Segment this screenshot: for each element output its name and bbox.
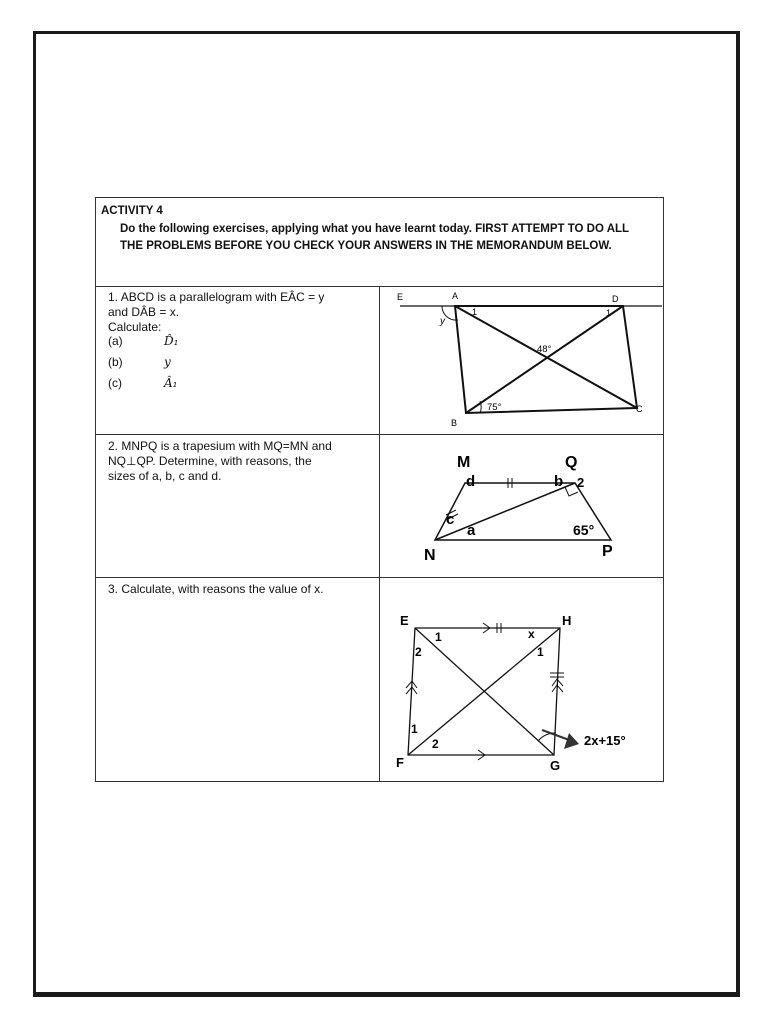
- point-label-b: B: [451, 418, 458, 428]
- angle-label-c: c: [446, 511, 455, 528]
- diagonal-db: [466, 306, 623, 413]
- angle-label-b: b: [554, 473, 564, 490]
- question-2-text: [108, 439, 373, 484]
- point-label-e: E: [397, 292, 404, 302]
- angle-expression: 2x+15°: [584, 733, 626, 748]
- angle-label-y: y: [440, 316, 445, 327]
- question-1-calc-label: Calculate:: [108, 320, 162, 334]
- angle-label-e1: 1: [435, 630, 442, 644]
- activity-instruction: Do the following exercises, applying what you have learnt today. FIRST ATTEMPT TO DO ALL THE PROBLEMS BEFORE YOU CHECK YOUR ANSWERS IN THE MEMORANDUM BELOW.: [120, 223, 629, 252]
- part-item: y: [164, 355, 171, 369]
- point-label-d: D: [612, 294, 619, 304]
- point-label-m: M: [457, 454, 471, 471]
- question-row-3: [95, 578, 664, 782]
- question-2-line-2: NQ⊥QP. Determine, with reasons, the: [108, 454, 312, 468]
- page-border-bottom: [33, 992, 740, 994]
- question-1-part-a: [108, 334, 178, 348]
- point-label-f: F: [396, 755, 404, 770]
- question-1-line-2: and DÂB = x.: [108, 305, 180, 319]
- question-2-text-cell: [96, 435, 380, 577]
- question-1-number: 1.: [108, 290, 119, 304]
- question-2-line-1: MNPQ is a trapesium with MQ=MN and: [121, 439, 332, 453]
- question-1-text-cell: [96, 286, 380, 434]
- part-label: (b): [108, 355, 123, 369]
- question-row-1: [95, 286, 664, 435]
- angle-label-hx: x: [528, 627, 535, 641]
- parallelogram-diagram: [380, 286, 663, 434]
- point-label-n: N: [424, 547, 436, 564]
- angle-label-d: d: [466, 473, 476, 490]
- part-item: Â₁: [164, 376, 178, 390]
- part-label: (a): [108, 334, 123, 348]
- angle-label-f1: 1: [411, 722, 418, 736]
- question-2-number: 2.: [108, 439, 119, 453]
- point-label-h: H: [562, 613, 572, 628]
- point-label-c: C: [636, 404, 643, 414]
- question-row-2: [95, 435, 664, 578]
- part-label: (c): [108, 376, 122, 390]
- pointer-arrowhead: [564, 733, 579, 749]
- question-3-line-1: Calculate, with reasons the value of x.: [121, 582, 324, 596]
- quadrilateral-diagram: [380, 578, 663, 781]
- question-1-text: [108, 290, 373, 335]
- activity-title: ACTIVITY 4: [101, 205, 163, 217]
- trapezium-diagram: [380, 435, 663, 577]
- question-3-text-cell: [96, 578, 380, 781]
- angle-label-e2: 2: [415, 645, 422, 659]
- question-2-line-3: sizes of a, b, c and d.: [108, 469, 222, 483]
- angle-label-a1: 1: [472, 307, 478, 317]
- point-label-p: P: [602, 543, 613, 560]
- activity-header: [95, 197, 664, 287]
- question-1-part-b: [108, 355, 171, 369]
- angle-arc-b: [480, 401, 481, 413]
- angle-label-2: 2: [577, 475, 585, 490]
- question-1-part-c: [108, 376, 177, 390]
- question-3-number: 3.: [108, 582, 119, 596]
- angle-label-b: 75°: [487, 402, 502, 413]
- point-label-g: G: [550, 758, 561, 773]
- diagonal-nq: [435, 483, 575, 540]
- angle-label-f2: 2: [432, 737, 439, 751]
- angle-label-a: a: [467, 522, 476, 539]
- angle-label-center: 48°: [537, 344, 552, 355]
- angle-label-p: 65°: [573, 522, 595, 538]
- question-3-text: [108, 582, 373, 597]
- point-label-a: A: [452, 291, 459, 301]
- point-label-e: E: [400, 613, 409, 628]
- part-item: D̂₁: [164, 334, 179, 348]
- angle-label-d1: 1: [606, 308, 612, 318]
- point-label-q: Q: [565, 454, 578, 471]
- angle-label-h1: 1: [537, 645, 544, 659]
- question-1-line-1: ABCD is a parallelogram with EÂC = y: [120, 290, 325, 304]
- diagonal-ac: [455, 306, 637, 408]
